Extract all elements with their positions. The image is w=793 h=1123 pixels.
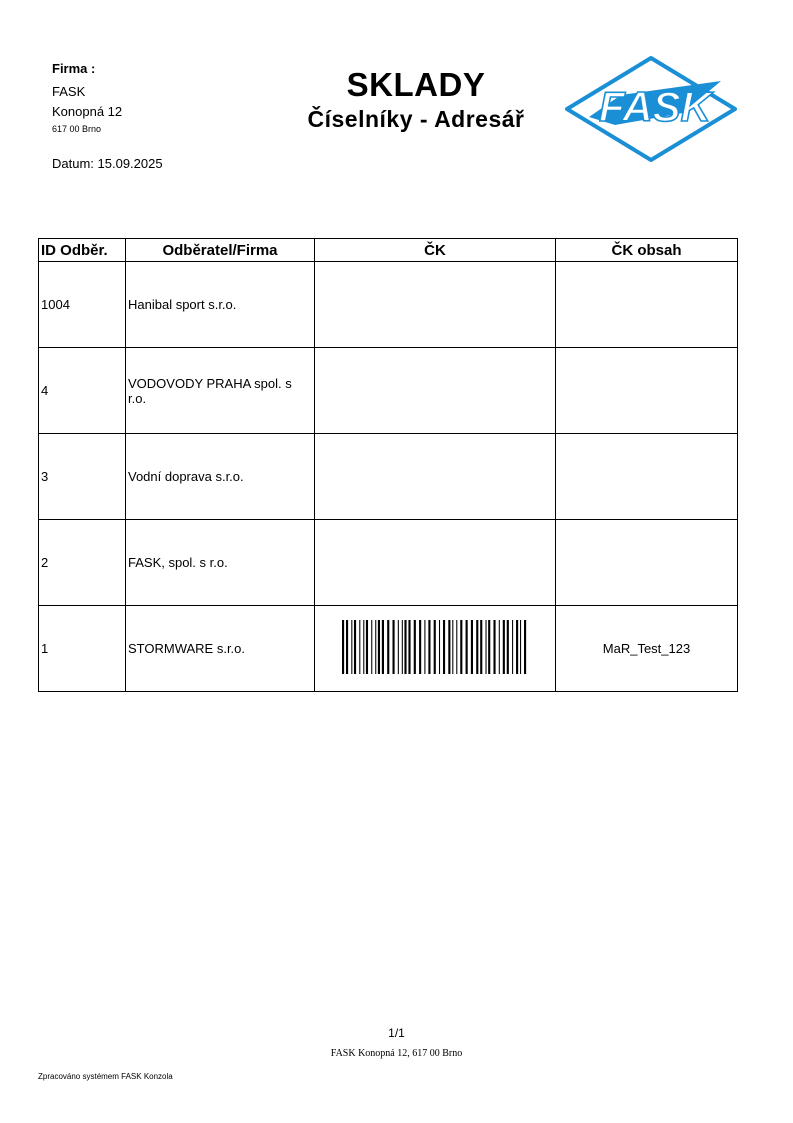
barcode-bar bbox=[371, 620, 372, 674]
barcode-bar bbox=[452, 620, 453, 674]
cell-ck-obsah bbox=[556, 434, 738, 520]
barcode-bar bbox=[503, 620, 505, 674]
footer-address: FASK Konopná 12, 617 00 Brno bbox=[330, 1048, 463, 1059]
barcode bbox=[342, 620, 528, 674]
barcode-bar bbox=[512, 620, 513, 674]
barcode-bar bbox=[520, 620, 521, 674]
company-name: FASK bbox=[52, 84, 86, 99]
cell-firm: VODOVODY PRAHA spol. s r.o. bbox=[126, 348, 315, 434]
barcode-bar bbox=[480, 620, 482, 674]
cell-id: 4 bbox=[39, 348, 126, 434]
barcode-bar bbox=[471, 620, 473, 674]
barcode-bar bbox=[456, 620, 457, 674]
cell-ck-obsah bbox=[556, 262, 738, 348]
barcode-bar bbox=[507, 620, 509, 674]
cell-id: 1004 bbox=[39, 262, 126, 348]
barcode-bar bbox=[419, 620, 421, 674]
barcode-bar bbox=[402, 620, 403, 674]
table-row bbox=[39, 434, 738, 520]
barcode-bar bbox=[375, 620, 376, 674]
cell-firm: Hanibal sport s.r.o. bbox=[126, 262, 315, 348]
cell-firm: Vodní doprava s.r.o. bbox=[126, 434, 315, 520]
barcode-bar bbox=[404, 620, 406, 674]
barcode-bar bbox=[488, 620, 490, 674]
barcode-bar bbox=[476, 620, 478, 674]
company-city: 617 00 Brno bbox=[52, 124, 102, 134]
cell-id: 2 bbox=[39, 520, 126, 606]
barcode-bar bbox=[434, 620, 436, 674]
cell-firm: STORMWARE s.r.o. bbox=[126, 606, 315, 692]
table-row bbox=[39, 348, 738, 434]
header-id: ID Odběr. bbox=[39, 239, 126, 262]
table-row bbox=[39, 262, 738, 348]
barcode-bar bbox=[382, 620, 384, 674]
header-firm: Odběratel/Firma bbox=[126, 239, 315, 262]
report-title: SKLADY bbox=[346, 66, 486, 103]
page-number: 1/1 bbox=[388, 1026, 405, 1040]
barcode-bar bbox=[366, 620, 368, 674]
barcode-bar bbox=[439, 620, 440, 674]
header-ck-obsah: ČK obsah bbox=[556, 239, 738, 262]
barcode-bar bbox=[387, 620, 389, 674]
cell-firm: FASK, spol. s r.o. bbox=[126, 520, 315, 606]
footer-note: Zpracováno systémem FASK Konzola bbox=[38, 1072, 173, 1081]
barcode-bar bbox=[346, 620, 348, 674]
barcode-bar bbox=[460, 620, 462, 674]
barcode-bar bbox=[516, 620, 518, 674]
report-subtitle: Číselníky - Adresář bbox=[307, 106, 525, 132]
barcode-bar bbox=[359, 620, 360, 674]
barcode-bar bbox=[443, 620, 445, 674]
barcode-bar bbox=[499, 620, 500, 674]
barcode-bar bbox=[414, 620, 416, 674]
cell-id: 3 bbox=[39, 434, 126, 520]
report-date: Datum: 15.09.2025 bbox=[52, 156, 163, 171]
company-street: Konopná 12 bbox=[52, 104, 123, 119]
barcode-bar bbox=[392, 620, 394, 674]
table-row bbox=[39, 520, 738, 606]
cell-ck bbox=[315, 434, 556, 520]
barcode-bar bbox=[408, 620, 410, 674]
cell-ck bbox=[315, 348, 556, 434]
cell-ck bbox=[315, 262, 556, 348]
cell-ck-obsah bbox=[556, 520, 738, 606]
barcode-bar bbox=[354, 620, 356, 674]
barcode-bar bbox=[351, 620, 352, 674]
fask-logo bbox=[563, 55, 739, 163]
table-row bbox=[39, 606, 738, 692]
barcode-bar bbox=[378, 620, 380, 674]
barcode-bar bbox=[493, 620, 495, 674]
company-label: Firma : bbox=[52, 61, 96, 76]
barcode-bar bbox=[342, 620, 344, 674]
cell-ck-obsah: MaR_Test_123 bbox=[556, 606, 738, 692]
barcode-bar bbox=[524, 620, 526, 674]
cell-ck bbox=[315, 520, 556, 606]
address-table bbox=[38, 238, 738, 692]
header-ck: ČK bbox=[315, 239, 556, 262]
cell-ck-obsah bbox=[556, 348, 738, 434]
barcode-bar bbox=[398, 620, 399, 674]
cell-id: 1 bbox=[39, 606, 126, 692]
barcode-bar bbox=[485, 620, 486, 674]
table-header-row bbox=[39, 239, 738, 262]
cell-ck bbox=[315, 606, 556, 692]
barcode-bar bbox=[363, 620, 364, 674]
barcode-bar bbox=[428, 620, 430, 674]
barcode-bar bbox=[466, 620, 468, 674]
barcode-bar bbox=[448, 620, 450, 674]
logo-text: FASK bbox=[598, 83, 712, 130]
barcode-bar bbox=[424, 620, 425, 674]
